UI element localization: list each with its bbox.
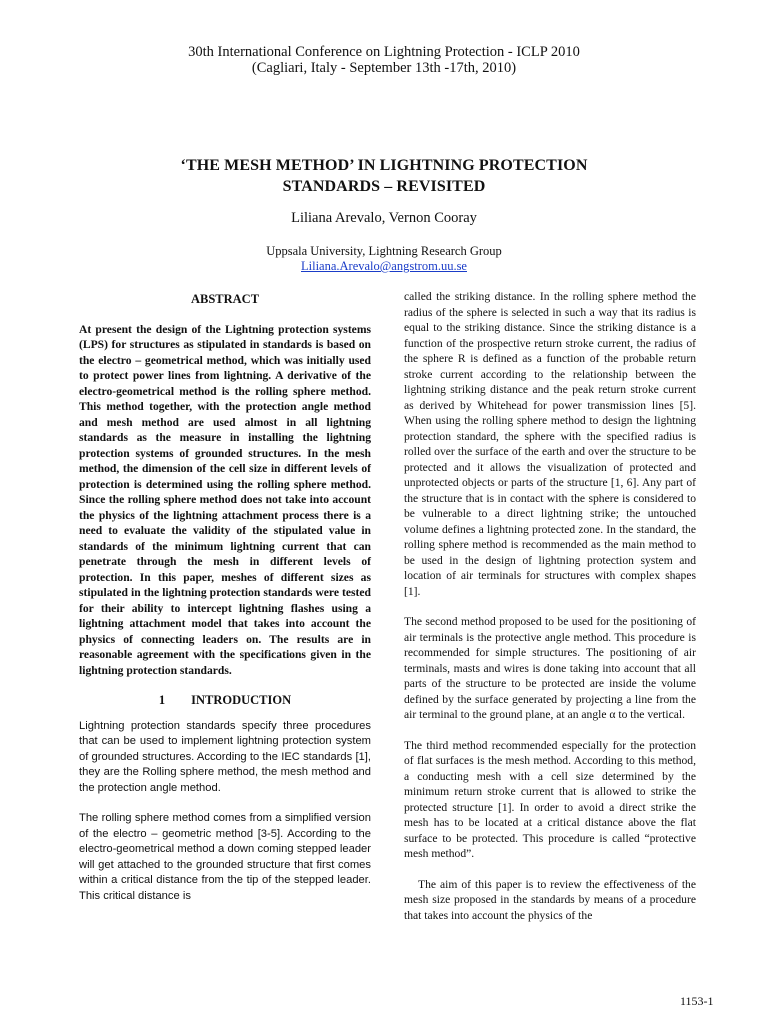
right-column bbox=[404, 289, 696, 938]
paper-authors: Liliana Arevalo, Vernon Cooray bbox=[291, 210, 477, 226]
abstract-text: At present the design of the Lightning protection systems (LPS) for structures as stipulated in standards is based on the electro – geometrical method, which was initially used to protect power lines from lightning. A derivative of the electro-geometrical method is the rolling sphere method. This method together, with the protection angle method and mesh method are used almost in all lightning standards as the measure in installing the lightning protection systems of grounded structures. In the mesh method, the dimension of the cell size in different levels of protection is determined using the rolling sphere method. Since the rolling sphere method does not take into account the physics of the lightning attachment process there is a need to evaluate the validity of the stipulated value in standards of the minimum lightning current that can penetrate through the mesh in different levels of protection. In this paper, meshes of different sizes as stipulated in the lightning protection standards were tested for their ability to intercept lightning flashes using a lightning attachment model that takes into account the physics of connecting leaders on. The results are in reasonable agreement with the specifications given in the lightning protection standards. bbox=[79, 322, 371, 677]
paper-aim-paragraph: The aim of this paper is to review the effectiveness of the mesh size proposed in the standards by means of a procedure that takes into account the physics of the bbox=[404, 877, 696, 922]
abstract-heading: ABSTRACT bbox=[190, 292, 260, 306]
rolling-sphere-paragraph: called the striking distance. In the rolling sphere method the radius of the sphere is selected in such a way that its radius is equal to the striking distance. Since the striking distance is a function of the prospective return stroke current, the radius of the sphere R is defined as a function of the probable return stroke current according to the relationship between the lightning striking distance and the peak return stroke current as derived by Whitehead for power transmission lines [5]. When using the rolling sphere method to design the lightning protection standard, the sphere with the specified radius is rolled over the surface of the earth and over the structure to be protected and it allows the visualization of protected and unprotected objects or parts of the structure [1, 6]. Any part of the structure that is in contact with the sphere is considered to be vulnerable to a direct lightning strike; the untouched volume defines a lightning protected zone. In the standard, the rolling sphere method is recommended as the main method to be used in the design of lightning protection system and location of air terminals for structures with complex shapes [1]. bbox=[404, 290, 696, 598]
affiliation-block bbox=[0, 244, 768, 274]
conference-header bbox=[0, 44, 768, 76]
conference-location-dates: (Cagliari, Italy - September 13th -17th, 2010) bbox=[251, 60, 517, 76]
mesh-method-paragraph: The third method recommended especially for the protection of flat surfaces is the mesh method. According to this method, a conducting mesh with a cell size determined by the minimum return stroke current that is allowed to strike the protected structure [1]. In order to avoid a direct strike the mesh has to be located at a critical distance above the flat surface to be protected. This procedure is called “protective mesh method”. bbox=[404, 738, 696, 860]
paper-title-line1: ‘THE MESH METHOD’ IN LIGHTNING PROTECTION bbox=[180, 157, 588, 174]
paper-title bbox=[0, 155, 768, 197]
page-number: 1153-1 bbox=[680, 994, 714, 1008]
protective-angle-paragraph: The second method proposed to be used for the positioning of air terminals is the protective angle method. This procedure is recommended for simple structures. The positioning of air terminals, masts and wires is done taking into account that all parts of the structure to be protected are inside the volume defined by the surface generated by projecting a line from the air terminal to the ground plane, at an angle α to the vertical. bbox=[404, 615, 696, 721]
section-title: INTRODUCTION bbox=[191, 693, 292, 707]
conference-name: 30th International Conference on Lightning Protection - ICLP 2010 bbox=[188, 44, 580, 60]
author-email-link[interactable]: Liliana.Arevalo@angstrom.uu.se bbox=[301, 259, 467, 273]
section-number: 1 bbox=[158, 693, 166, 707]
left-column bbox=[79, 292, 371, 919]
paper-title-line2: STANDARDS – REVISITED bbox=[282, 178, 486, 195]
intro-paragraph-1: Lightning protection standards specify three procedures that can be used to implement lightning protection system of grounded structures. According to the IEC standards [1], they are the Rolling sphere method, the mesh method and the protection angle method. bbox=[79, 719, 371, 794]
affiliation: Uppsala University, Lightning Research Group bbox=[266, 244, 502, 258]
intro-paragraph-2: The rolling sphere method comes from a simplified version of the electro – geometric method [3-5]. According to the electro-geometrical method a down coming stepped leader will get attached to the grounded structure that first comes within a critical distance from the tip of the stepped leader. This critical distance is bbox=[79, 812, 371, 902]
introduction-heading bbox=[79, 693, 371, 709]
